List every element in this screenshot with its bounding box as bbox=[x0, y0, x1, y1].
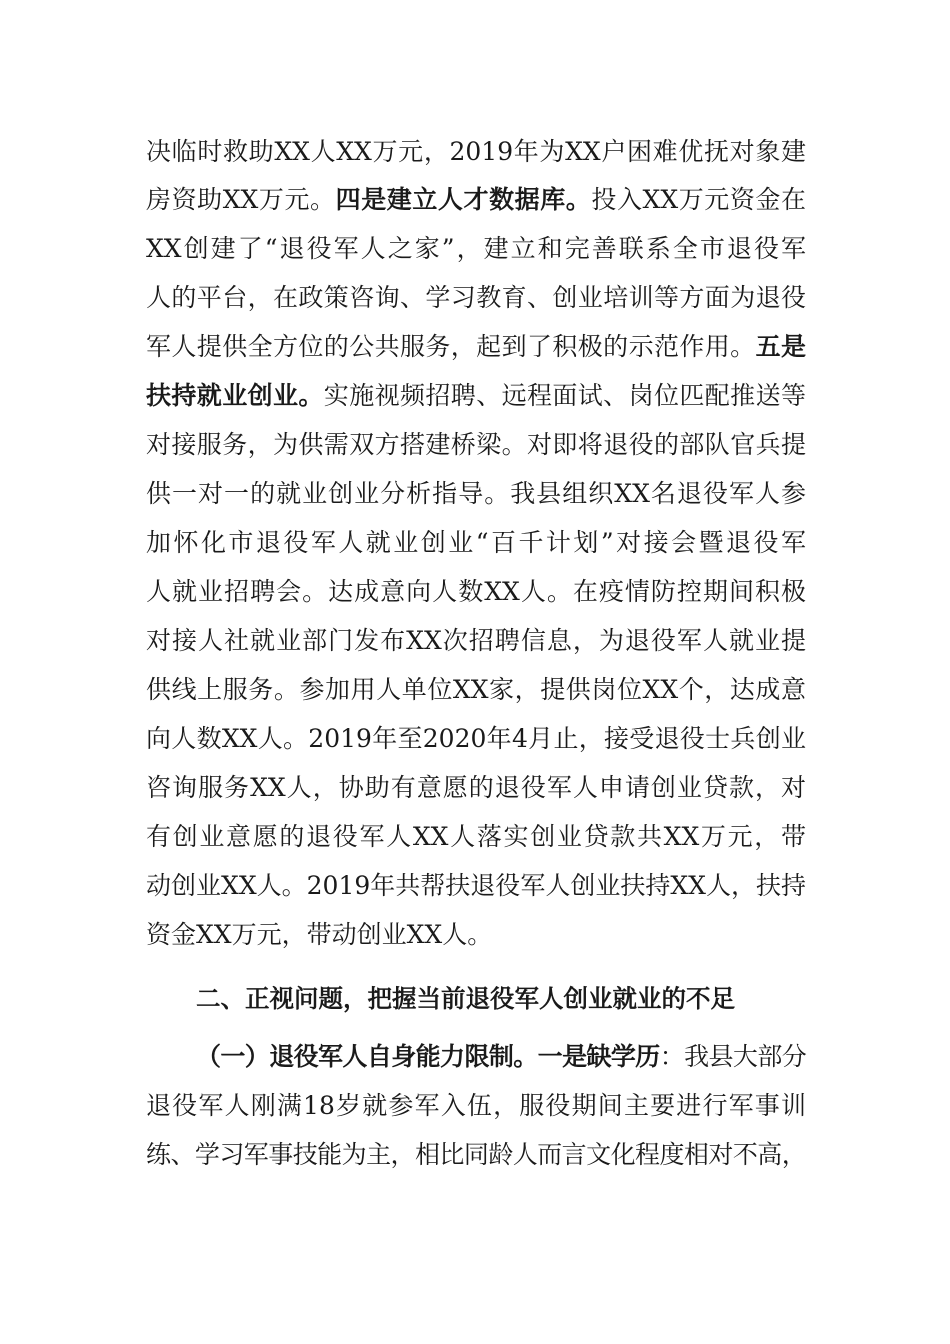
section-heading bbox=[196, 979, 806, 1019]
text-line-20 bbox=[146, 1086, 806, 1126]
text-line-10 bbox=[146, 572, 806, 612]
text-run: 供一对一的就业创业分析指导。我县组织XX名退役军人参 bbox=[146, 479, 806, 508]
text-line-6 bbox=[146, 376, 806, 416]
text-run: 加怀化市退役军人就业创业“百千计划”对接会暨退役军 bbox=[146, 528, 806, 557]
text-line-5 bbox=[146, 327, 806, 367]
text-line-1 bbox=[146, 132, 806, 172]
text-run: 对接服务，为供需双方搭建桥梁。对即将退役的部队官兵提 bbox=[146, 430, 806, 459]
text-line-11 bbox=[146, 621, 806, 661]
text-line-17 bbox=[146, 915, 806, 955]
bold-text-run: （一）退役军人自身能力限制。 bbox=[196, 1042, 538, 1071]
text-run: 军人提供全方位的公共服务，起到了积极的示范作用。 bbox=[146, 332, 756, 361]
bold-text-run: 一是缺学历 bbox=[537, 1042, 660, 1071]
text-line-12 bbox=[146, 670, 806, 710]
text-line-15 bbox=[146, 817, 806, 857]
text-run: 咨询服务XX人，协助有意愿的退役军人申请创业贷款，对 bbox=[146, 773, 806, 802]
text-run: XX创建了“退役军人之家”，建立和完善联系全市退役军 bbox=[146, 234, 806, 263]
text-run: 资金XX万元，带动创业XX人。 bbox=[146, 920, 493, 949]
text-run: 练、学习军事技能为主，相比同龄人而言文化程度相对不高， bbox=[146, 1140, 806, 1169]
text-line-21 bbox=[146, 1135, 806, 1175]
text-line-4 bbox=[146, 278, 806, 318]
text-line-14 bbox=[146, 768, 806, 808]
bold-text-run: 扶持就业创业。 bbox=[146, 381, 324, 410]
bold-text-run: 四是建立人才数据库。 bbox=[335, 185, 592, 214]
text-run: 决临时救助XX人XX万元，2019年为XX户困难优抚对象建 bbox=[146, 137, 806, 166]
text-line-2 bbox=[146, 180, 806, 220]
text-run: 人就业招聘会。达成意向人数XX人。在疫情防控期间积极 bbox=[146, 577, 806, 606]
text-line-8 bbox=[146, 474, 806, 514]
text-run: 向人数XX人。2019年至2020年4月止，接受退役士兵创业 bbox=[146, 724, 806, 753]
text-run: 供线上服务。参加用人单位XX家，提供岗位XX个，达成意 bbox=[146, 675, 806, 704]
text-run: 退役军人刚满18岁就参军入伍，服役期间主要进行军事训 bbox=[146, 1091, 806, 1120]
text-run: 人的平台，在政策咨询、学习教育、创业培训等方面为退役 bbox=[146, 283, 806, 312]
text-run: ：我县大部分 bbox=[659, 1042, 806, 1071]
text-line-19 bbox=[196, 1037, 806, 1077]
text-line-9 bbox=[146, 523, 806, 563]
text-run: 二、正视问题，把握当前退役军人创业就业的不足 bbox=[196, 984, 735, 1013]
text-run: 投入XX万元资金在 bbox=[591, 185, 806, 214]
text-run: 动创业XX人。2019年共帮扶退役军人创业扶持XX人，扶持 bbox=[146, 871, 806, 900]
text-run: 有创业意愿的退役军人XX人落实创业贷款共XX万元，带 bbox=[146, 822, 806, 851]
text-run: 房资助XX万元。 bbox=[146, 185, 336, 214]
text-line-3 bbox=[146, 229, 806, 269]
text-line-13 bbox=[146, 719, 806, 759]
text-line-16 bbox=[146, 866, 806, 906]
text-line-7 bbox=[146, 425, 806, 465]
text-run: 对接人社就业部门发布XX次招聘信息，为退役军人就业提 bbox=[146, 626, 806, 655]
text-run: 实施视频招聘、远程面试、岗位匹配推送等 bbox=[323, 381, 806, 410]
bold-text-run: 五是 bbox=[755, 332, 806, 361]
